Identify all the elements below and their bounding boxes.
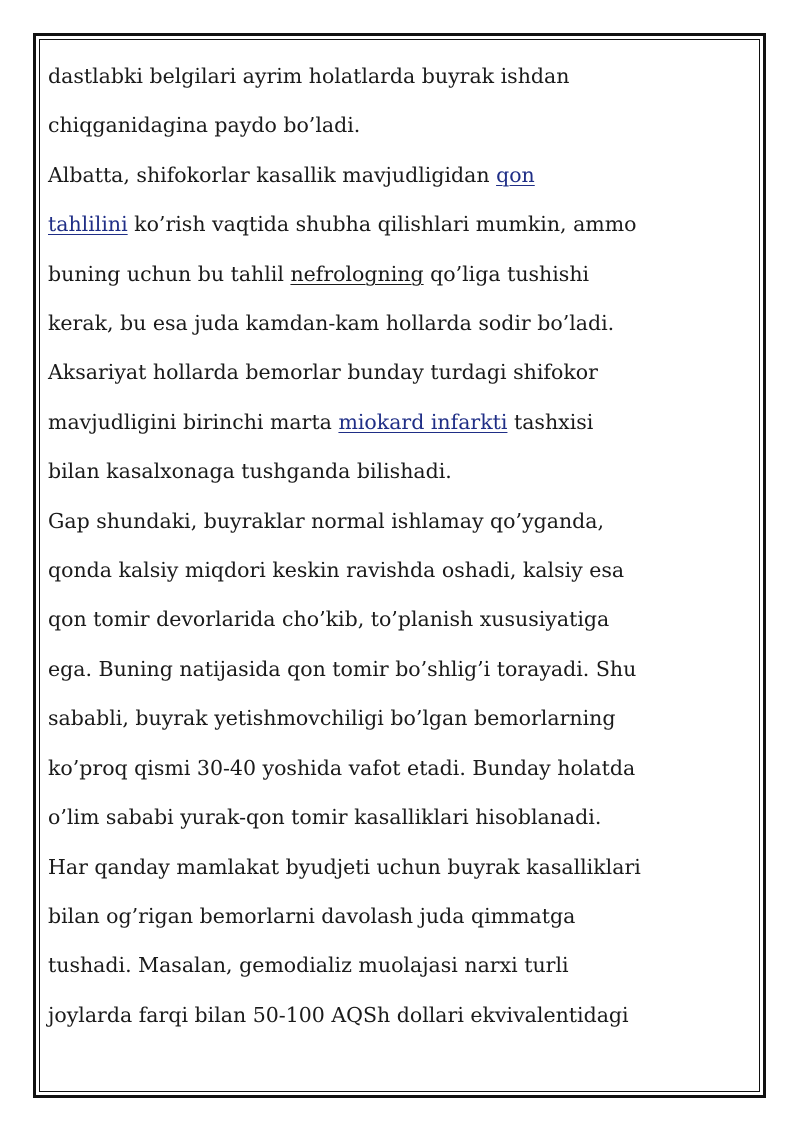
text-line: Aksariyat hollarda bemorlar bunday turdagi shifokor <box>48 360 598 385</box>
text-segment: Albatta, shifokorlar kasallik mavjudligidan <box>48 162 497 187</box>
text-line: qonda kalsiy miqdori keskin ravishda oshadi, kalsiy esa <box>48 558 625 583</box>
link-miokard-infarkti[interactable]: miokard infarkti <box>338 409 508 434</box>
text-segment: ko’rish vaqtida shubha qilishlari mumkin, ammo <box>127 212 637 237</box>
text-line: kerak, bu esa juda kamdan-kam hollarda sodir bo’ladi. <box>48 311 615 336</box>
text-line <box>48 200 748 249</box>
document-body <box>48 52 748 1040</box>
link-qon-tahlilini-part2[interactable]: tahlilini <box>48 212 128 237</box>
text-line: tushadi. Masalan, gemodializ muolajasi narxi turli <box>48 953 569 978</box>
text-segment: buning uchun bu tahlil <box>48 261 291 286</box>
text-line: joylarda farqi bilan 50-100 AQSh dollari ekvivalentidagi <box>48 1002 629 1027</box>
text-line <box>48 151 748 200</box>
text-line: sababli, buyrak yetishmovchiligi bo’lgan bemorlarning <box>48 706 616 731</box>
text-line: ko’proq qismi 30-40 yoshida vafot etadi. Bunday holatda <box>48 755 636 780</box>
text-line: o’lim sababi yurak-qon tomir kasalliklari hisoblanadi. <box>48 805 602 830</box>
text-line: dastlabki belgilari ayrim holatlarda buyrak ishdan <box>48 64 570 88</box>
text-line: bilan og’rigan bemorlarni davolash juda qimmatga <box>48 903 576 928</box>
link-nefrologning[interactable]: nefrologning <box>290 261 424 286</box>
text-line: chiqganidagina paydo bo’ladi. <box>48 113 361 138</box>
text-line: Har qanday mamlakat byudjeti uchun buyrak kasalliklari <box>48 854 641 879</box>
text-line <box>48 398 748 447</box>
text-line: bilan kasalxonaga tushganda bilishadi. <box>48 459 452 484</box>
text-line: ega. Buning natijasida qon tomir bo’shlig’i torayadi. Shu <box>48 656 637 681</box>
text-segment: tashxisi <box>507 409 594 434</box>
text-segment: qo’liga tushishi <box>423 261 590 286</box>
text-line: Gap shundaki, buyraklar normal ishlamay qo’yganda, <box>48 508 605 533</box>
text-line: qon tomir devorlarida cho’kib, to’planish xususiyatiga <box>48 607 610 632</box>
text-segment: mavjudligini birinchi marta <box>48 409 339 434</box>
link-qon-tahlilini-part1[interactable]: qon <box>496 162 535 187</box>
text-line <box>48 250 748 299</box>
